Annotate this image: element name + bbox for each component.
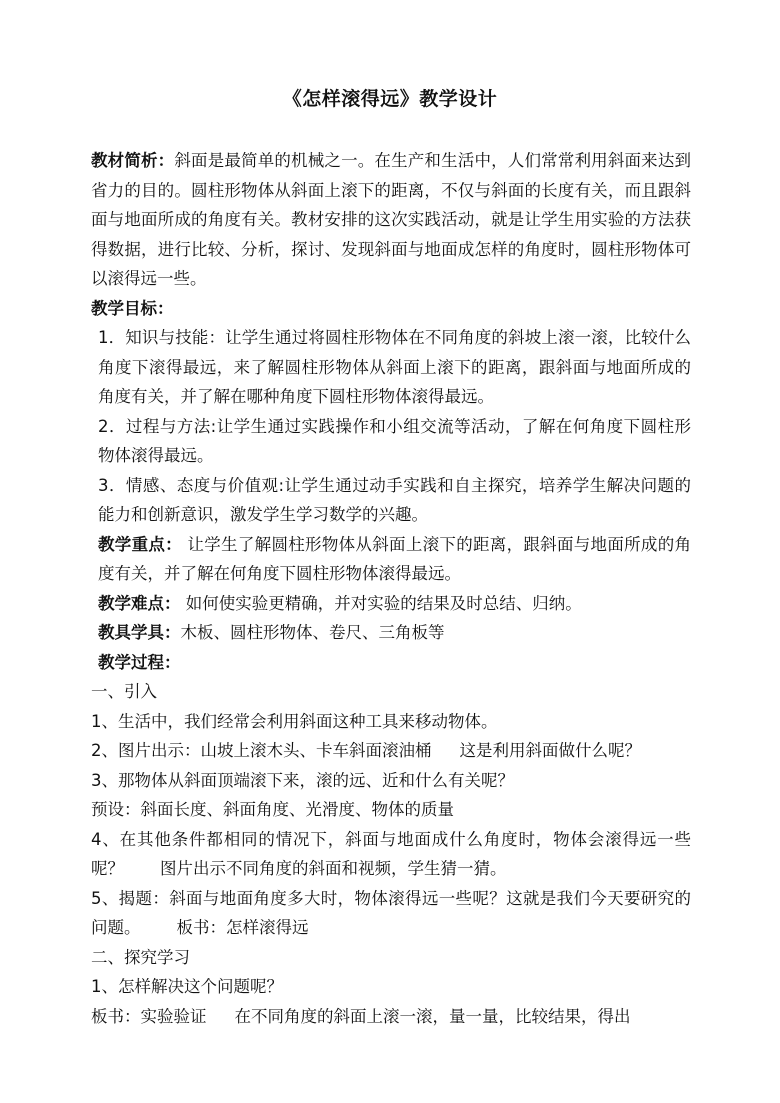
section1-line6 xyxy=(91,884,691,943)
section1-line5a: 4、在其他条件都相同的情况下，斜面与地面成什么角度时，物体会滚得远一些呢？ xyxy=(91,829,691,878)
section2-heading: 二、探究学习 xyxy=(91,947,190,967)
section2-line2 xyxy=(91,1002,691,1032)
section1-line5 xyxy=(91,825,691,884)
intro-paragraph xyxy=(91,146,691,294)
tools-paragraph xyxy=(91,618,691,648)
section1-line4: 预设：斜面长度、斜面角度、光滑度、物体的质量 xyxy=(91,800,454,819)
difficulty-label: 教学难点： xyxy=(98,593,181,613)
tools-label: 教具学具： xyxy=(98,623,181,642)
difficulty-text: 如何使实验更精确，并对实验的结果及时总结、归纳。 xyxy=(180,593,582,613)
section1-line1: 1、生活中，我们经常会利用斜面这种工具来移动物体。 xyxy=(91,711,498,731)
section1-line6a: 5、揭题：斜面与地面角度多大时，物体滚得远一些呢？这就是我们今天要研究的问题。 xyxy=(91,888,691,937)
section1-line6b: 板书：怎样滚得远 xyxy=(176,918,309,937)
goal-item-2: 2．过程与方法:让学生通过实践操作和小组交流等活动，了解在何角度下圆柱形物体滚得最远。 xyxy=(98,416,691,465)
section1-line3: 3、那物体从斜面顶端滚下来，滚的远、近和什么有关呢？ xyxy=(91,770,514,790)
goal-item-3: 3．情感、态度与价值观:让学生通过动手实践和自主探究，培养学生解决问题的能力和创新意识，激发学生学习数学的兴趣。 xyxy=(98,475,691,524)
tools-text: 木板、圆柱形物体、卷尺、三角板等 xyxy=(180,623,445,642)
intro-label: 教材简析： xyxy=(91,151,175,170)
document-body xyxy=(91,146,691,1031)
section1-line2b: 这是利用斜面做什么呢？ xyxy=(459,741,641,760)
key-point-paragraph xyxy=(91,530,691,589)
difficulty-paragraph xyxy=(91,589,691,619)
section1-line5b: 图片出示不同角度的斜面和视频，学生猜一猜。 xyxy=(160,859,507,878)
section1-line2 xyxy=(91,736,691,766)
process-heading: 教学过程： xyxy=(98,652,181,672)
section2-line2b: 在不同角度的斜面上滚一滚，量一量，比较结果，得出 xyxy=(234,1006,631,1026)
key-point-label: 教学重点： xyxy=(98,534,182,554)
goal-item-1: 1．知识与技能：让学生通过将圆柱形物体在不同角度的斜坡上滚一滚，比较什么角度下滚得最远，来了解圆柱形物体从斜面上滚下的距离，跟斜面与地面所成的角度有关，并了解在哪种角度下圆柱形物体滚得最远。 xyxy=(98,328,691,406)
section1-line2a: 2、图片出示：山坡上滚木头、卡车斜面滚油桶 xyxy=(91,741,432,760)
intro-text: 斜面是最简单的机械之一。在生产和生活中，人们常常利用斜面来达到省力的目的。圆柱形物体从斜面上滚下的距离，不仅与斜面的长度有关，而且跟斜面与地面所成的角度有关。教材安排的这次实践活动，就是让学生用实验的方法获得数据，进行比较、分析，探讨、发现斜面与地面成怎样的角度时，圆柱形物体可以滚得远一些。 xyxy=(91,151,692,288)
key-point-text: 让学生了解圆柱形物体从斜面上滚下的距离，跟斜面与地面所成的角度有关，并了解在何角度下圆柱形物体滚得最远。 xyxy=(98,534,691,583)
section1-heading: 一、引入 xyxy=(91,682,157,701)
section2-line2a: 板书：实验验证 xyxy=(91,1006,207,1026)
section2-line1: 1、怎样解决这个问题呢？ xyxy=(91,977,283,996)
goals-heading: 教学目标： xyxy=(91,298,174,318)
document-title: 《怎样滚得远》教学设计 xyxy=(282,88,498,110)
